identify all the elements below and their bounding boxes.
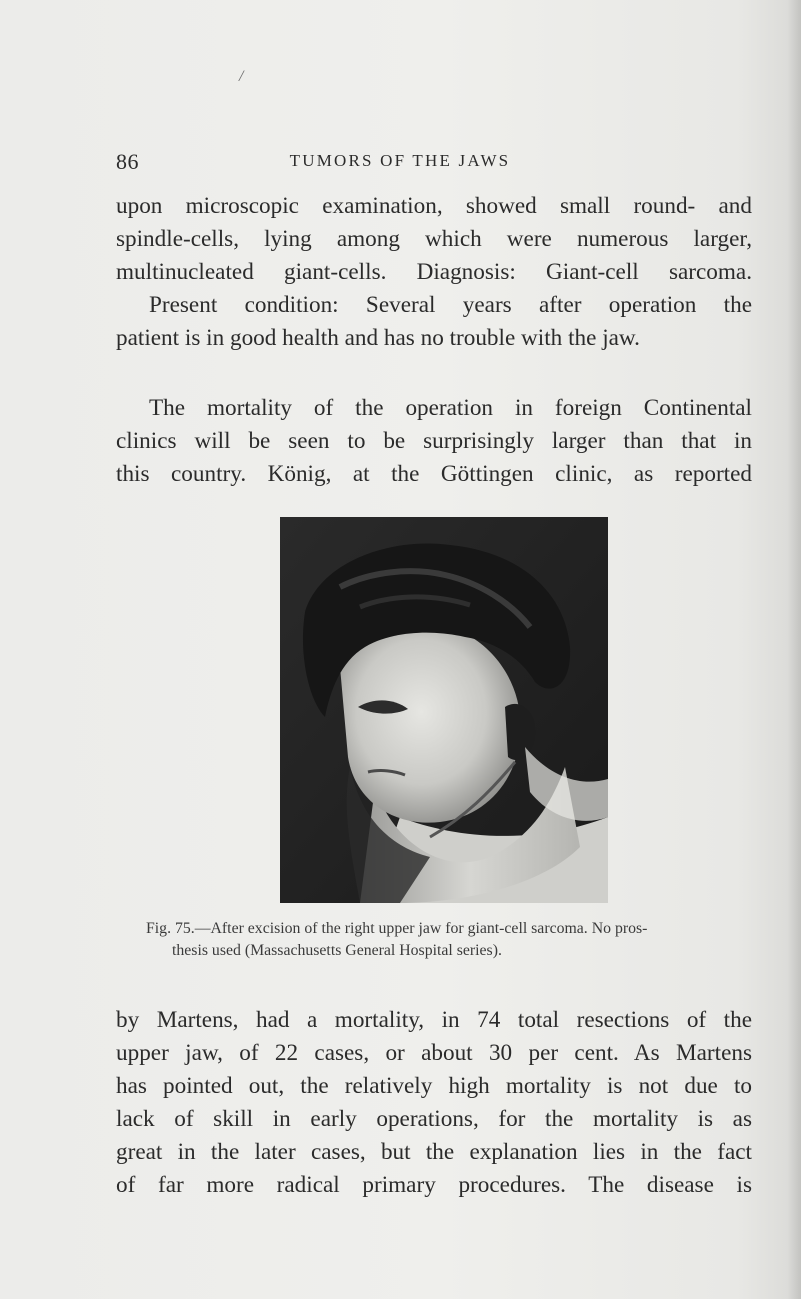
- page-edge-shadow: [787, 0, 801, 1299]
- text-line: multinucleated giant-cells. Diagnosis: Giant-cell sarcoma.: [116, 259, 752, 285]
- running-head: TUMORS OF THE JAWS: [289, 151, 511, 170]
- patient-photograph: [280, 517, 608, 903]
- text-line: patient is in good health and has no trouble with the jaw.: [116, 325, 640, 351]
- text-line: lack of skill in early operations, for the mortality is as: [116, 1106, 752, 1132]
- text-line: Present condition: Several years after operation the: [149, 292, 752, 318]
- pencil-mark: /: [239, 68, 244, 85]
- text-line: clinics will be seen to be surprisingly larger than that in: [116, 428, 752, 454]
- text-line: spindle-cells, lying among which were numerous larger,: [116, 226, 752, 252]
- text-line: upper jaw, of 22 cases, or about 30 per cent. As Martens: [116, 1040, 752, 1066]
- text-line: The mortality of the operation in foreign Continental: [149, 395, 752, 421]
- caption-line: Fig. 75.—After excision of the right upper jaw for giant-cell sarcoma. No pros-: [146, 920, 648, 937]
- paragraph-3: [116, 1004, 752, 1202]
- figure-caption: [146, 918, 746, 962]
- text-line: has pointed out, the relatively high mortality is not due to: [116, 1073, 752, 1099]
- text-line: by Martens, had a mortality, in 74 total resections of the: [116, 1007, 752, 1033]
- text-line: this country. König, at the Göttingen clinic, as reported: [116, 461, 752, 487]
- paragraph-1: [116, 190, 752, 355]
- paragraph-2: [116, 392, 752, 491]
- page-number: 86: [116, 149, 139, 174]
- text-line: of far more radical primary procedures. The disease is: [116, 1172, 752, 1198]
- caption-line: thesis used (Massachusetts General Hospital series).: [172, 942, 502, 959]
- text-line: great in the later cases, but the explanation lies in the fact: [116, 1139, 752, 1165]
- text-line: upon microscopic examination, showed small round- and: [116, 193, 752, 219]
- photograph-illustration: [280, 517, 608, 903]
